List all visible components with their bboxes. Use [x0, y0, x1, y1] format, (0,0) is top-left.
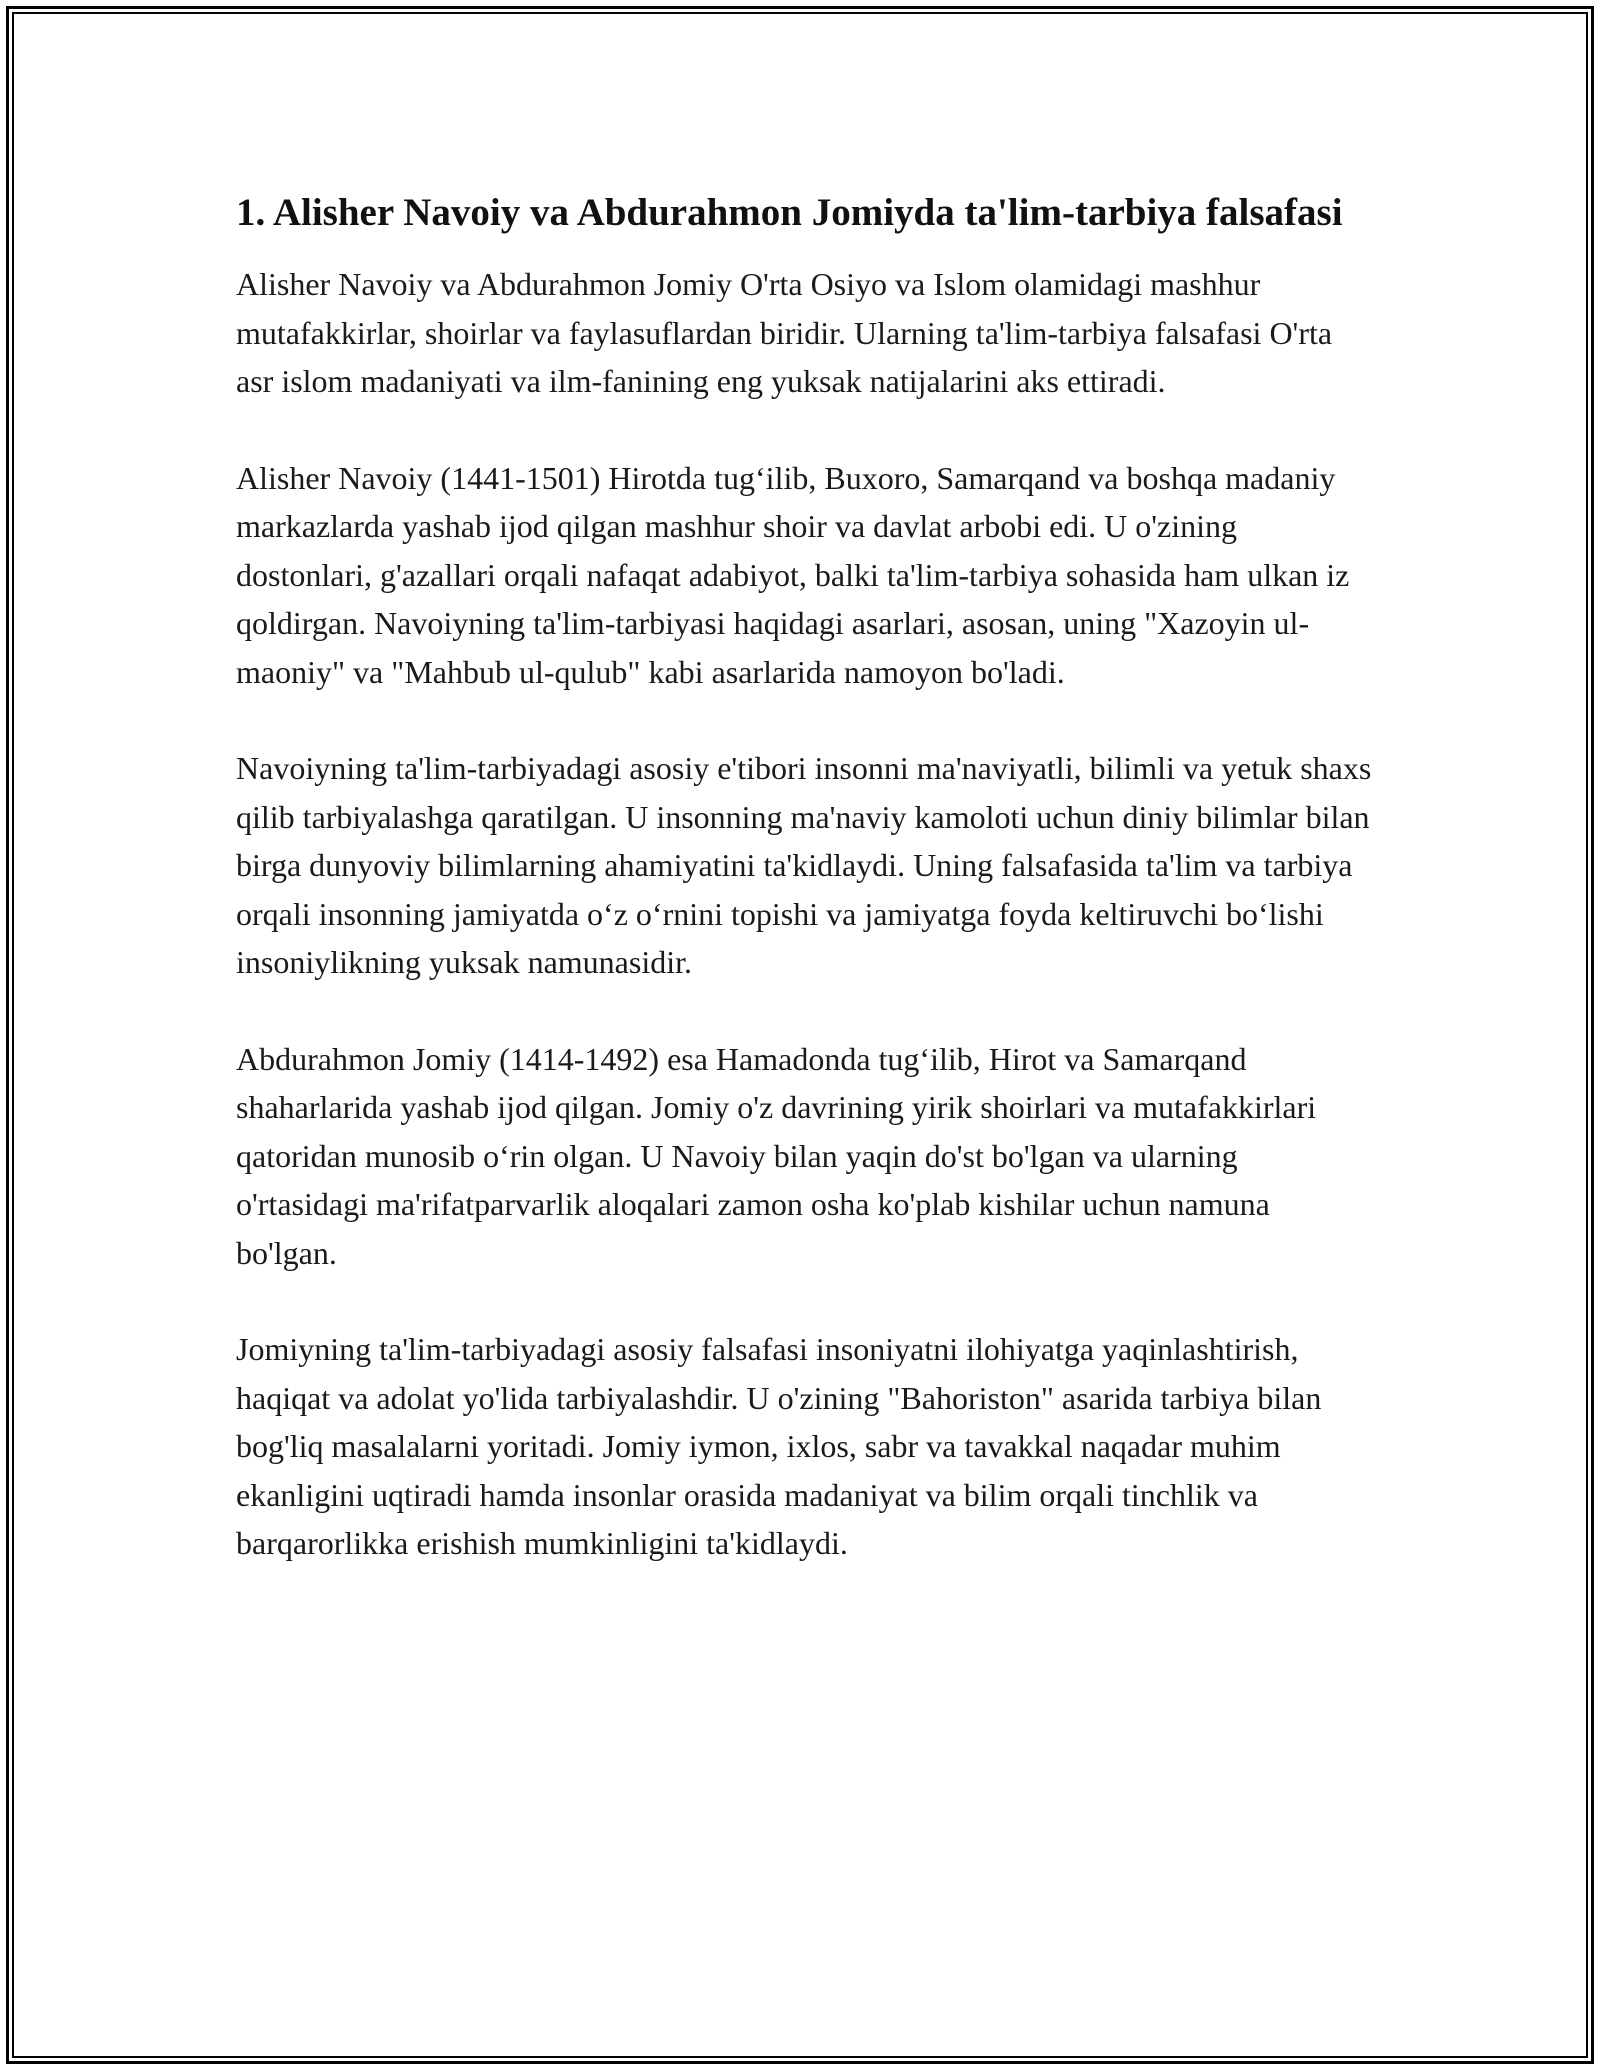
paragraph-navoiy-philosophy: Navoiyning ta'lim-tarbiyadagi asosiy e'tibori insonni ma'naviyatli, bilimli va yetuk shaxs qilib tarbiyalashga qaratilgan. U insonning ma'naviy kamoloti uchun diniy bilimlar bilan birga dunyoviy bilimlarning ahamiyatini ta'kidlaydi. Uning falsafasida ta'lim va tarbiya orqali insonning jamiyatda o‘z o‘rnini topishi va jamiyatga foyda keltiruvchi bo‘lishi insoniylikning yuksak namunasidir. — [236, 750, 1372, 980]
section-heading: 1. Alisher Navoiy va Abdurahmon Jomiyda ta'lim-tarbiya falsafasi — [236, 191, 1343, 234]
paragraph-navoiy-biography: Alisher Navoiy (1441-1501) Hirotda tug‘ilib, Buxoro, Samarqand va boshqa madaniy markazlarda yashab ijod qilgan mashhur shoir va davlat arbobi edi. U o'zining dostonlari, g'azallari orqali nafaqat adabiyot, balki ta'lim-tarbiya sohasida ham ulkan iz qoldirgan. Navoiyning ta'lim-tarbiyasi haqidagi asarlari, asosan, uning "Xazoyin ul-maoniy" va "Mahbub ul-qulub" kabi asarlarida namoyon bo'ladi. — [236, 459, 1350, 690]
document-body — [236, 186, 1376, 1616]
paragraph-intro: Alisher Navoiy va Abdurahmon Jomiy O'rta Osiyo va Islom olamidagi mashhur mutafakkirlar, shoirlar va faylasuflardan biridir. Ularning ta'lim-tarbiya falsafasi O'rta asr islom madaniyati va ilm-fanining eng yuksak natijalarini aks ettiradi. — [236, 266, 1333, 399]
paragraph-jomiy-philosophy: Jomiyning ta'lim-tarbiyadagi asosiy falsafasi insoniyatni ilohiyatga yaqinlashtirish, haqiqat va adolat yo'lida tarbiyalashdir. U o'zining "Bahoriston" asarida tarbiya bilan bog'liq masalalarni yoritadi. Jomiy iymon, ixlos, sabr va tavakkal naqadar muhim ekanligini uqtiradi hamda insonlar orasida madaniyat va bilim orqali tinchlik va barqarorlikka erishish mumkinligini ta'kidlaydi. — [236, 1331, 1322, 1561]
paragraph-jomiy-biography: Abdurahmon Jomiy (1414-1492) esa Hamadonda tug‘ilib, Hirot va Samarqand shaharlarida yashab ijod qilgan. Jomiy o'z davrining yirik shoirlari va mutafakkirlari qatoridan munosib o‘rin olgan. U Navoiy bilan yaqin do'st bo'lgan va ularning o'rtasidagi ma'rifatparvarlik aloqalari zamon osha ko'plab kishilar uchun namuna bo'lgan. — [236, 1040, 1317, 1271]
